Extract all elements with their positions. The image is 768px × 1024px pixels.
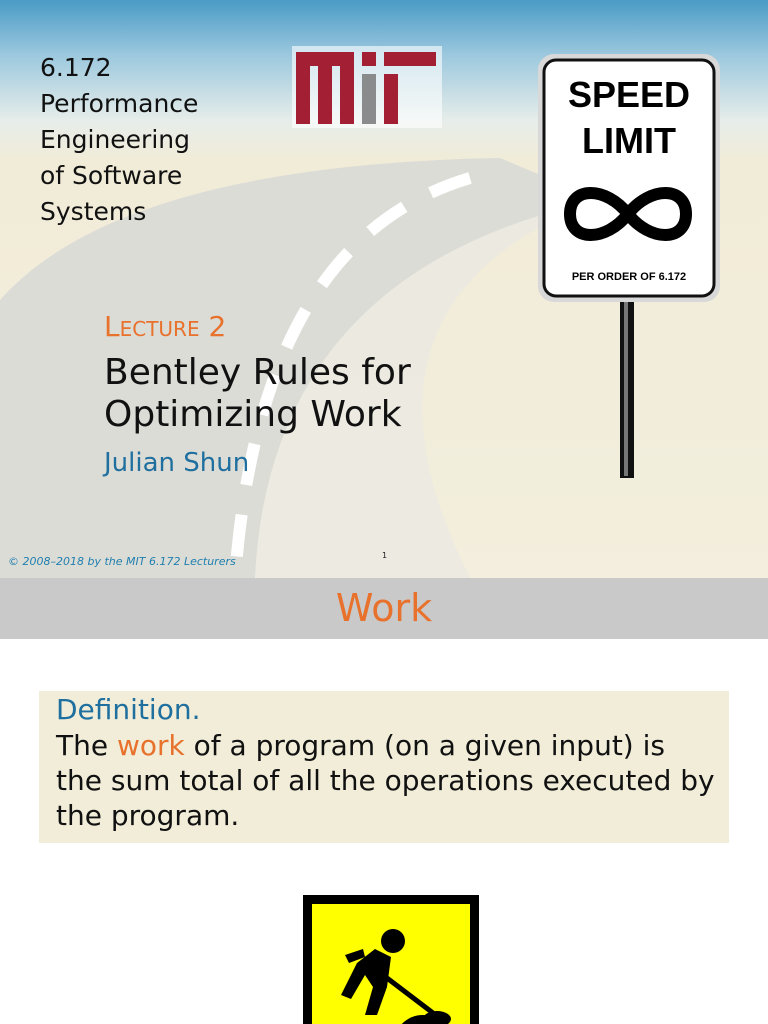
definition-heading: Definition. (56, 693, 201, 726)
lecture-label: Lecture 2 (104, 310, 227, 343)
course-line: Performance (40, 89, 199, 118)
definition-text-rest: of a program (on a given input) is the sum total of all the operations executed by the program. (56, 729, 715, 832)
course-line: Engineering (40, 125, 190, 154)
speed-limit-sign (536, 52, 726, 482)
course-line: 6.172 (40, 53, 112, 82)
course-line: of Software (40, 161, 183, 190)
lecture-title (104, 352, 504, 436)
sign-footer: PER ORDER OF 6.172 (571, 271, 687, 283)
definition-text-start: The (56, 729, 117, 762)
definition-term-work: work (116, 729, 185, 762)
copyright-notice: © 2008–2018 by the MIT 6.172 Lecturers (8, 555, 236, 568)
course-line: Systems (40, 197, 147, 226)
lecture-title-line: Optimizing Work (104, 394, 402, 435)
lecturer-name: Julian Shun (104, 448, 250, 478)
slide-title: Work (335, 586, 433, 630)
person-digging-icon (303, 895, 479, 1024)
page-number: 1 (382, 551, 388, 560)
definition-text (56, 728, 716, 833)
course-title (40, 50, 198, 230)
work-slide (0, 578, 768, 1024)
lecture-title-line: Bentley Rules for (104, 352, 411, 393)
sign-line-limit: LIMIT (582, 120, 676, 161)
mit-logo (292, 46, 442, 128)
sign-line-speed: SPEED (567, 74, 691, 115)
